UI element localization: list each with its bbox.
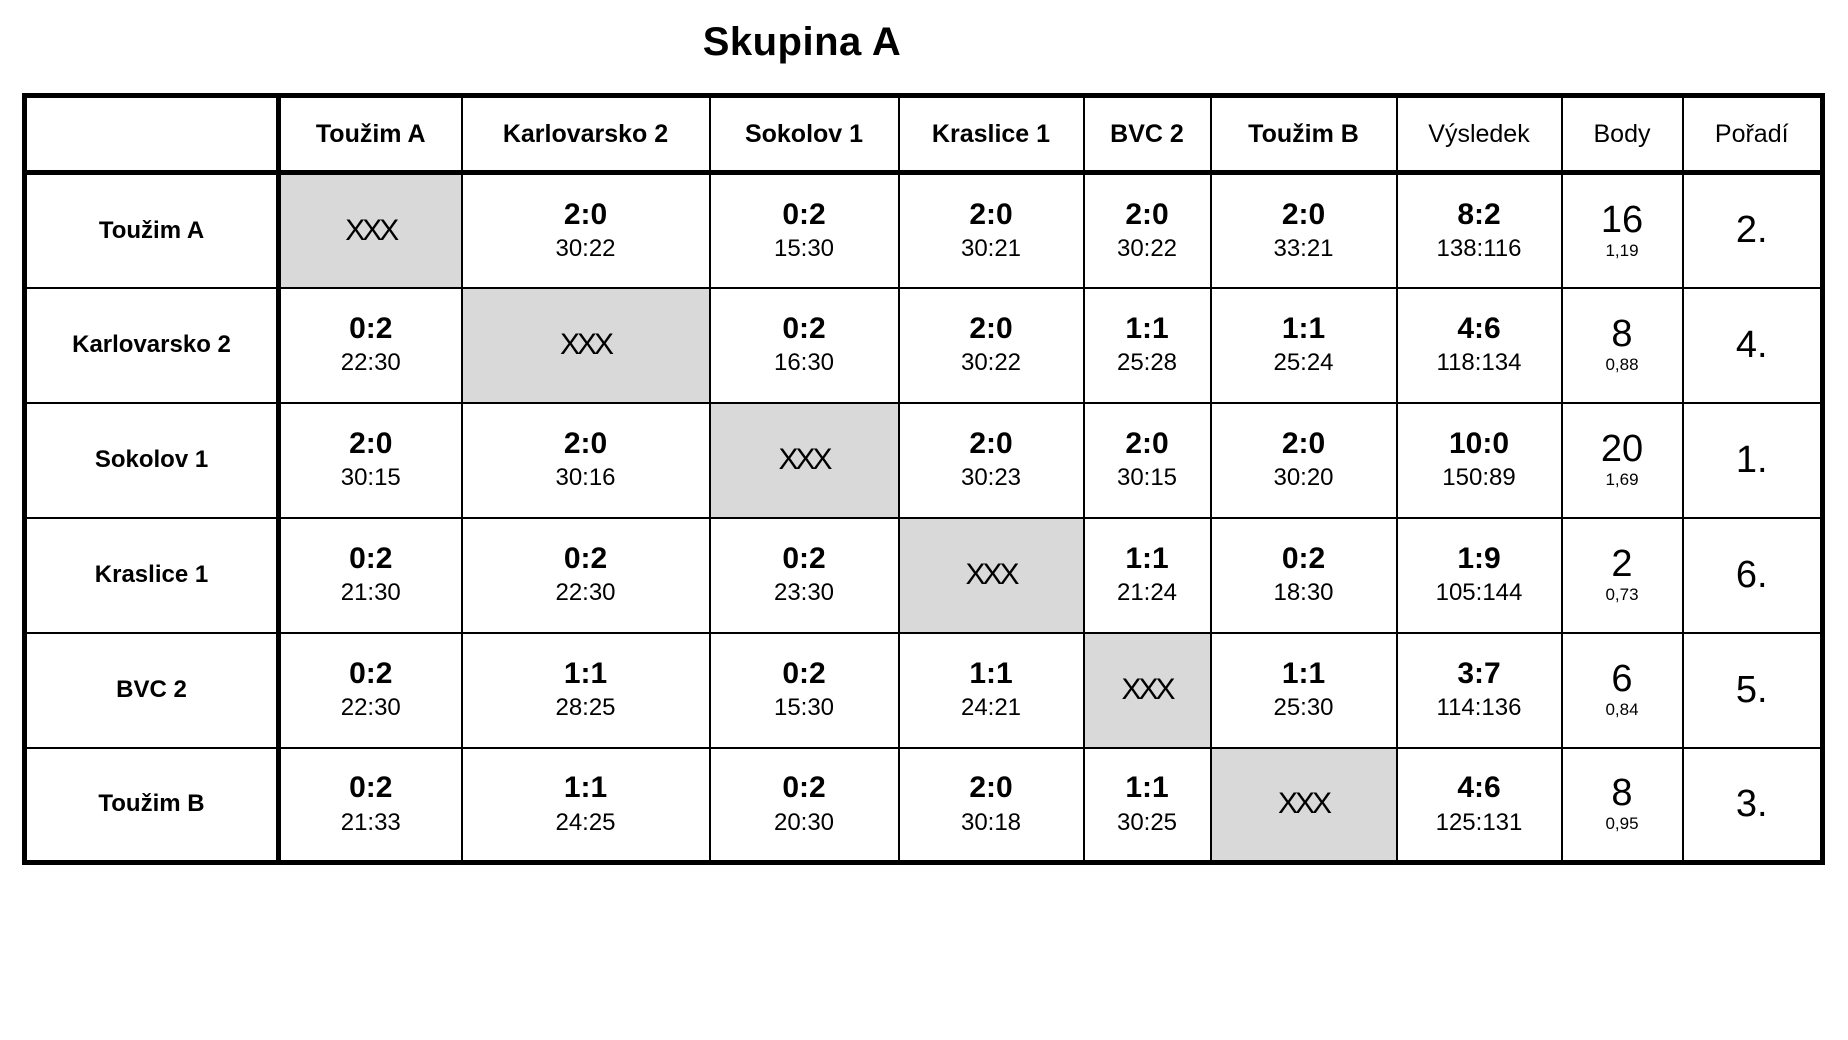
points-value: 8 xyxy=(1611,772,1633,815)
points-value: 8 xyxy=(1611,313,1633,356)
match-score: 2:0 xyxy=(563,197,608,231)
match-sets: 30:20 xyxy=(1273,464,1334,492)
team-row-header: Kraslice 1 xyxy=(25,518,279,633)
match-score: 0:2 xyxy=(563,541,608,575)
match-score: 0:2 xyxy=(782,656,826,690)
rank-cell: 6. xyxy=(1683,518,1823,633)
points-ratio: 1,69 xyxy=(1605,470,1639,490)
column-header-vysledek: Výsledek xyxy=(1397,96,1562,173)
points-cell xyxy=(1562,518,1683,633)
match-score: 0:2 xyxy=(349,311,393,345)
match-cell xyxy=(1084,288,1211,403)
diagonal-cell: XXX xyxy=(1211,748,1397,863)
match-sets: 21:24 xyxy=(1116,579,1178,607)
header-row xyxy=(25,96,1823,173)
rank-cell: 3. xyxy=(1683,748,1823,863)
match-sets: 15:30 xyxy=(773,694,835,722)
match-sets: 25:24 xyxy=(1273,349,1334,377)
match-cell xyxy=(710,173,899,288)
match-sets: 21:33 xyxy=(340,808,401,836)
match-sets: 30:16 xyxy=(555,464,616,492)
table-row xyxy=(25,403,1823,518)
points-ratio: 1,19 xyxy=(1605,240,1639,260)
match-sets: 30:23 xyxy=(960,464,1022,492)
column-header-kraslice-1: Kraslice 1 xyxy=(899,96,1084,173)
points-value: 16 xyxy=(1600,198,1644,241)
points-ratio: 0,84 xyxy=(1605,700,1639,720)
table-row xyxy=(25,288,1823,403)
points-ratio: 0,73 xyxy=(1605,585,1639,605)
diagonal-cell: XXX xyxy=(462,288,710,403)
match-score: 1:1 xyxy=(969,656,1013,690)
column-header-bvc-2: BVC 2 xyxy=(1084,96,1211,173)
match-score: 1:1 xyxy=(1125,311,1169,345)
match-cell xyxy=(462,748,710,863)
match-score: 2:0 xyxy=(969,771,1013,805)
match-score: 0:2 xyxy=(782,197,826,231)
match-sets: 25:30 xyxy=(1273,694,1334,722)
result-score: 4:6 xyxy=(1457,311,1501,345)
match-cell xyxy=(1084,173,1211,288)
match-score: 2:0 xyxy=(1125,197,1169,231)
match-cell xyxy=(279,633,462,748)
column-header-karlovarsko-2: Karlovarsko 2 xyxy=(462,96,710,173)
points-cell xyxy=(1562,173,1683,288)
match-cell xyxy=(462,173,710,288)
diagonal-cell: XXX xyxy=(710,403,899,518)
match-score: 2:0 xyxy=(1125,426,1169,460)
match-sets: 30:22 xyxy=(555,235,616,263)
diagonal-cell: XXX xyxy=(279,173,462,288)
rank-cell: 1. xyxy=(1683,403,1823,518)
result-cell xyxy=(1397,518,1562,633)
match-sets: 18:30 xyxy=(1273,579,1334,607)
match-score: 1:1 xyxy=(1281,656,1326,690)
match-cell xyxy=(1211,173,1397,288)
match-sets: 30:15 xyxy=(340,464,401,492)
match-score: 2:0 xyxy=(1281,197,1326,231)
points-ratio: 0,88 xyxy=(1605,355,1639,375)
match-score: 0:2 xyxy=(349,771,393,805)
match-cell xyxy=(279,403,462,518)
column-header-body: Body xyxy=(1562,96,1683,173)
match-cell xyxy=(899,748,1084,863)
match-score: 0:2 xyxy=(782,771,826,805)
match-score: 2:0 xyxy=(969,426,1013,460)
match-score: 2:0 xyxy=(969,311,1013,345)
match-score: 0:2 xyxy=(349,541,393,575)
match-sets: 30:18 xyxy=(960,808,1022,836)
result-score: 8:2 xyxy=(1457,197,1501,231)
result-score: 1:9 xyxy=(1457,541,1501,575)
match-sets: 30:15 xyxy=(1116,464,1178,492)
rank-cell: 4. xyxy=(1683,288,1823,403)
result-points: 105:144 xyxy=(1435,579,1523,607)
results-table xyxy=(22,93,1825,865)
points-cell xyxy=(1562,748,1683,863)
match-sets: 33:21 xyxy=(1273,235,1334,263)
match-sets: 22:30 xyxy=(340,694,401,722)
result-points: 118:134 xyxy=(1436,349,1522,377)
result-cell xyxy=(1397,173,1562,288)
match-sets: 23:30 xyxy=(773,579,835,607)
result-points: 114:136 xyxy=(1436,694,1522,722)
result-score: 10:0 xyxy=(1448,426,1510,460)
team-row-header: Sokolov 1 xyxy=(25,403,279,518)
match-score: 1:1 xyxy=(563,771,608,805)
page-title: Skupina A xyxy=(702,20,902,64)
points-value: 6 xyxy=(1611,658,1633,701)
rank-cell: 2. xyxy=(1683,173,1823,288)
match-score: 2:0 xyxy=(969,197,1013,231)
match-sets: 24:25 xyxy=(555,808,616,836)
points-cell xyxy=(1562,403,1683,518)
match-cell xyxy=(1211,288,1397,403)
match-sets: 16:30 xyxy=(773,349,835,377)
table-row xyxy=(25,748,1823,863)
result-cell xyxy=(1397,403,1562,518)
match-cell xyxy=(899,173,1084,288)
match-score: 2:0 xyxy=(1281,426,1326,460)
match-sets: 30:22 xyxy=(1116,235,1178,263)
match-score: 0:2 xyxy=(349,656,393,690)
match-score: 0:2 xyxy=(782,311,826,345)
diagonal-cell: XXX xyxy=(899,518,1084,633)
points-value: 20 xyxy=(1600,428,1644,471)
match-score: 0:2 xyxy=(782,541,826,575)
match-cell xyxy=(1211,518,1397,633)
match-cell xyxy=(899,403,1084,518)
column-header-sokolov-1: Sokolov 1 xyxy=(710,96,899,173)
match-cell xyxy=(710,748,899,863)
match-sets: 25:28 xyxy=(1116,349,1178,377)
match-cell xyxy=(462,633,710,748)
result-score: 3:7 xyxy=(1457,656,1501,690)
match-sets: 22:30 xyxy=(555,579,616,607)
match-cell xyxy=(279,518,462,633)
match-sets: 28:25 xyxy=(555,694,616,722)
match-sets: 21:30 xyxy=(340,579,401,607)
match-cell xyxy=(462,518,710,633)
points-cell xyxy=(1562,633,1683,748)
match-sets: 15:30 xyxy=(773,235,835,263)
match-score: 2:0 xyxy=(349,426,393,460)
team-row-header: Toužim B xyxy=(25,748,279,863)
result-cell xyxy=(1397,633,1562,748)
match-sets: 20:30 xyxy=(773,808,835,836)
match-score: 0:2 xyxy=(1281,541,1326,575)
result-cell xyxy=(1397,748,1562,863)
team-row-header: BVC 2 xyxy=(25,633,279,748)
table-row xyxy=(25,633,1823,748)
match-sets: 30:25 xyxy=(1116,808,1178,836)
table-row xyxy=(25,173,1823,288)
match-cell xyxy=(1211,633,1397,748)
match-cell xyxy=(1084,748,1211,863)
match-cell xyxy=(1211,403,1397,518)
result-score: 4:6 xyxy=(1457,771,1501,805)
match-cell xyxy=(710,633,899,748)
match-cell xyxy=(1084,518,1211,633)
points-ratio: 0,95 xyxy=(1605,814,1639,834)
result-points: 125:131 xyxy=(1435,808,1523,836)
column-header-poradi: Pořadí xyxy=(1683,96,1823,173)
match-score: 1:1 xyxy=(1125,771,1169,805)
points-value: 2 xyxy=(1611,543,1633,586)
match-cell xyxy=(279,288,462,403)
team-row-header: Karlovarsko 2 xyxy=(25,288,279,403)
team-row-header: Toužim A xyxy=(25,173,279,288)
match-score: 1:1 xyxy=(563,656,608,690)
match-cell xyxy=(710,288,899,403)
corner-cell xyxy=(25,96,279,173)
column-header-touzim-b: Toužim B xyxy=(1211,96,1397,173)
match-cell xyxy=(279,748,462,863)
result-cell xyxy=(1397,288,1562,403)
match-sets: 22:30 xyxy=(340,349,401,377)
match-score: 1:1 xyxy=(1125,541,1169,575)
match-cell xyxy=(710,518,899,633)
match-score: 2:0 xyxy=(563,426,608,460)
points-cell xyxy=(1562,288,1683,403)
match-cell xyxy=(899,288,1084,403)
match-score: 1:1 xyxy=(1281,311,1326,345)
column-header-touzim-a: Toužim A xyxy=(279,96,462,173)
rank-cell: 5. xyxy=(1683,633,1823,748)
match-sets: 24:21 xyxy=(960,694,1022,722)
result-points: 138:116 xyxy=(1436,235,1522,263)
match-cell xyxy=(462,403,710,518)
result-points: 150:89 xyxy=(1442,464,1516,492)
match-sets: 30:21 xyxy=(960,235,1022,263)
diagonal-cell: XXX xyxy=(1084,633,1211,748)
table-row xyxy=(25,518,1823,633)
match-cell xyxy=(899,633,1084,748)
match-sets: 30:22 xyxy=(960,349,1022,377)
match-cell xyxy=(1084,403,1211,518)
